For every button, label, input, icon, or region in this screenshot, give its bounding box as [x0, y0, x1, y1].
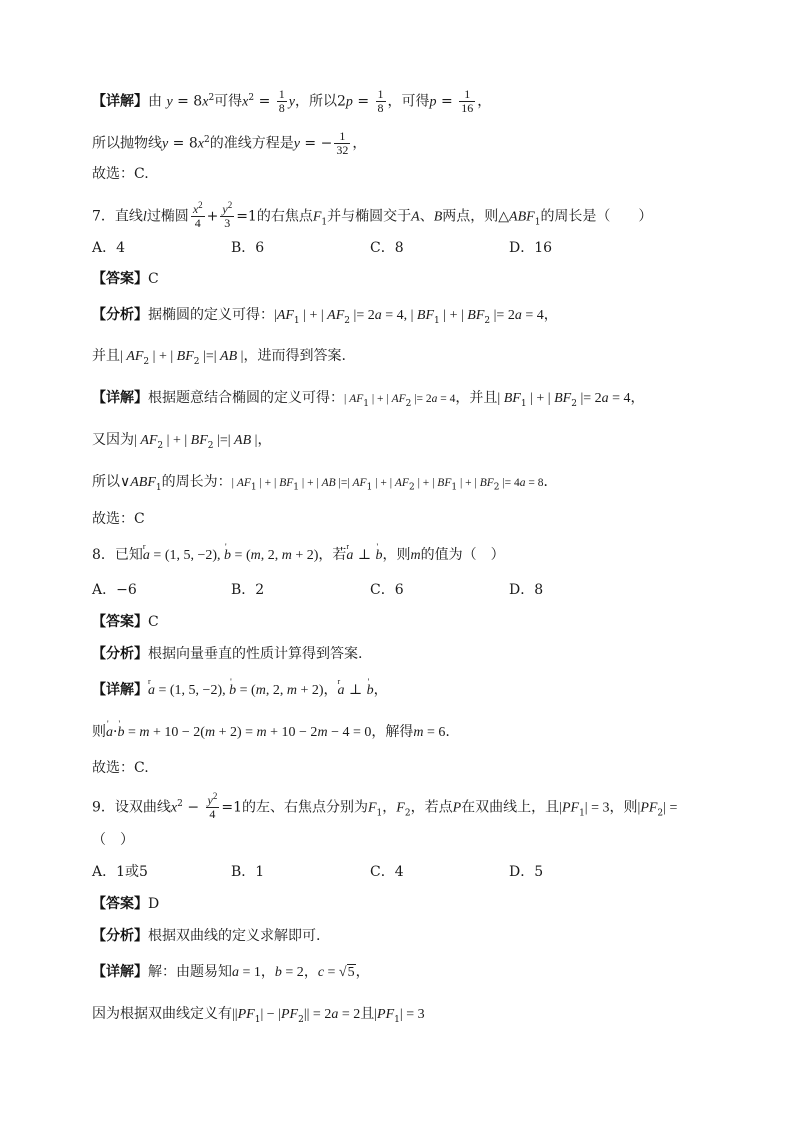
fraction: $\frac{y^2}{3}$ [222, 200, 233, 230]
q9-option-b[interactable]: B．1 [231, 864, 265, 880]
q7-detail-line-1: 【详解】根据题意结合椭圆的定义可得：| $AF_1$ | + | $AF_2$ |= 2a = 4，并且| $BF_1$ | + | $BF_2$ |= 2a = 4， [92, 390, 645, 409]
analysis-label: 【分析】 [92, 307, 148, 323]
q9-analysis: 【分析】根据双曲线的定义求解即可. [92, 928, 321, 944]
q9-stem-paren: （ ） [92, 832, 134, 848]
q7-analysis-line-1: 【分析】据椭圆的定义可得：$|AF_1$ | + | $AF_2$ |= 2a = 4, | $BF_1$ | + | $BF_2$ |= 2a = 4， [92, 307, 558, 326]
fraction: $\frac{1}{16}$ [461, 87, 474, 115]
q6-detail-line-2: 所以抛物线$y = 8x^2$的准线方程是y = − $\frac{1}{32}$ ， [92, 129, 367, 157]
fraction: $\frac{1}{32}$ [336, 129, 349, 157]
q8-option-a[interactable]: A．−6 [92, 582, 137, 598]
q9-answer: 【答案】D [92, 896, 160, 912]
detail-label: 【详解】 [92, 93, 148, 110]
q7-options [92, 238, 754, 258]
fraction: $\frac{y^2}{4}$ [207, 791, 218, 821]
fraction: $\frac{x^2}{4}$ [192, 200, 203, 230]
detail-label: 【详解】 [92, 964, 148, 980]
q9-option-c[interactable]: C．4 [370, 864, 404, 880]
q6-detail-line-1: 【详解】由 $y = 8x^2$可得$x^2$ = $\frac{1}{8}$ y，所以2p = $\frac{1}{8}$ ，可得p = $\frac{1}{16}$ ， [92, 87, 492, 115]
q7-stem: 7．直线l过椭圆 $\frac{x^2}{4}$ + $\frac{y^2}{3}$ =1的右焦点$F_1$并与椭圆交于A、B两点，则$\triangle ABF_1$的周长是（ ） [92, 200, 653, 230]
q8-answer: 【答案】C [92, 614, 159, 630]
q7-option-a[interactable]: A．4 [92, 240, 126, 256]
analysis-label: 【分析】 [92, 928, 148, 944]
q8-options [92, 580, 754, 600]
q7-option-b[interactable]: B．6 [231, 240, 265, 256]
q8-detail-line-2: 则' a·' b = m + 10 − 2(m + 2) = m + 10 − 2m − 4 = 0，解得m = 6. [92, 722, 754, 743]
q7-option-c[interactable]: C．8 [370, 240, 404, 256]
q8-stem: 8．已知r a = (1, 5, −2), ' b = (m, 2, m + 2)，若r a ⊥ ' b，则m的值为（ ） [92, 545, 754, 566]
q7-answer: 【答案】C [92, 271, 159, 287]
q8-option-d[interactable]: D．8 [509, 582, 544, 598]
q8-analysis: 【分析】根据向量垂直的性质计算得到答案. [92, 646, 363, 662]
q8-option-c[interactable]: C．6 [370, 582, 404, 598]
q8-choose: 故选：C. [92, 760, 149, 776]
q9-detail-line-1: 【详解】解：由题易知a = 1，b = 2，c = √5， [92, 964, 370, 980]
q7-detail-line-2: 又因为| $AF_2$ | + | $BF_2$ |=| AB |， [92, 432, 272, 451]
q8-option-b[interactable]: B．2 [231, 582, 265, 598]
fraction: $\frac{1}{8}$ [278, 87, 285, 115]
q8-detail-line-1: 【详解】r a = (1, 5, −2), ' b = (m, 2, m + 2)，r a ⊥ ' b， [92, 680, 754, 701]
q7-option-d[interactable]: D．16 [509, 240, 553, 256]
q9-detail-line-2: 因为根据双曲线定义有$||PF_1| - |PF_2|| = 2a = 2$且$|PF_1| = 3$ [92, 1006, 425, 1025]
q9-stem: 9．设双曲线$x^2$ − $\frac{y^2}{4}$ =1的左、右焦点分别为$F_1$，$F_2$，若点P在双曲线上，且$|PF_1| = 3$，则$|PF_2|$ = [92, 791, 678, 821]
q9-options [92, 862, 754, 882]
q6-choose: 故选：C. [92, 166, 149, 182]
answer-label: 【答案】 [92, 614, 148, 630]
answer-label: 【答案】 [92, 896, 148, 912]
q7-detail-line-3: 所以$\vee ABF_1$的周长为：| $AF_1$ | + | $BF_1$ | + | AB |=| $AF_1$ | + | $AF_2$ | + | $BF_1$ | + | $BF_2$ |= 4a = 8． [92, 474, 558, 493]
analysis-label: 【分析】 [92, 646, 148, 662]
q7-analysis-line-2: 并且| $AF_2$ | + | $BF_2$ |=| AB |，进而得到答案. [92, 348, 346, 367]
answer-label: 【答案】 [92, 271, 148, 287]
detail-label: 【详解】 [92, 390, 148, 406]
fraction: $\frac{1}{8}$ [377, 87, 384, 115]
q7-choose: 故选：C [92, 511, 145, 527]
q9-option-a[interactable]: A．1或5 [92, 864, 148, 880]
detail-label: 【详解】 [92, 682, 148, 698]
q9-option-d[interactable]: D．5 [509, 864, 544, 880]
